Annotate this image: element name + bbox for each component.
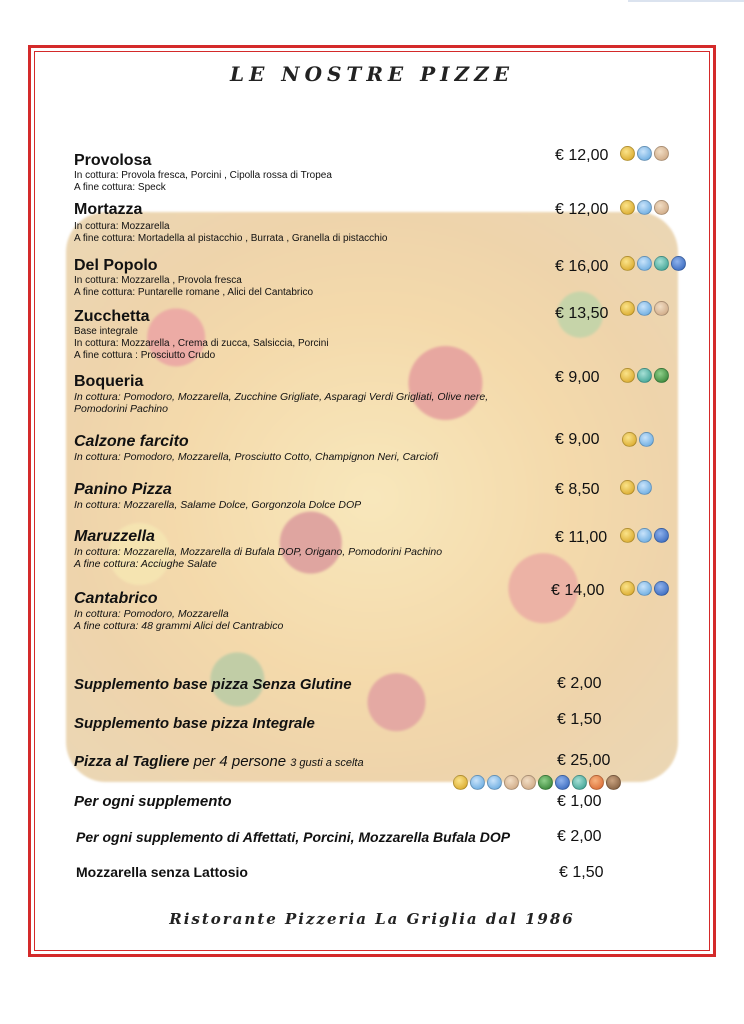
pizza-name: Provolosa — [74, 152, 152, 169]
pizza-desc-line: A fine cottura : Prosciutto Crudo — [74, 350, 216, 361]
supplement-lattosio: Mozzarella senza Lattosio — [76, 864, 248, 880]
ingredient-icons — [620, 256, 686, 271]
ingredient-icons — [620, 146, 669, 161]
pizza-price: € 11,00 — [555, 529, 608, 546]
supplement-price: € 2,00 — [557, 675, 602, 692]
menu-title: LE NOSTRE PIZZE — [230, 62, 514, 86]
lblue-ingredient-icon — [637, 581, 652, 596]
lblue-ingredient-icon — [637, 528, 652, 543]
gold-ingredient-icon — [620, 528, 635, 543]
gold-ingredient-icon — [620, 200, 635, 215]
brown-ingredient-icon — [606, 775, 621, 790]
supplement-gluten-free: Supplemento base pizza Senza Glutine — [74, 676, 352, 693]
beige-ingredient-icon — [654, 146, 669, 161]
gold-ingredient-icon — [620, 480, 635, 495]
green-ingredient-icon — [654, 368, 669, 383]
pizza-name: Maruzzella — [74, 528, 155, 545]
gold-ingredient-icon — [620, 368, 635, 383]
green-ingredient-icon — [538, 775, 553, 790]
tagliere-label: Pizza al Tagliere — [74, 753, 190, 770]
pizza-price: € 12,00 — [555, 147, 609, 164]
supplement-affettati: Per ogni supplemento di Affettati, Porcini, Mozzarella Bufala DOP — [76, 829, 511, 845]
supplement-price: € 25,00 — [557, 752, 611, 769]
pizza-item-provolosa — [74, 152, 332, 194]
pizza-price: € 13,50 — [555, 305, 609, 322]
pizza-name: Calzone farcito — [74, 433, 189, 450]
dblue-ingredient-icon — [654, 581, 669, 596]
pizza-desc-line: In cottura: Mozzarella — [74, 221, 170, 232]
orange-ingredient-icon — [589, 775, 604, 790]
ingredient-icons — [620, 480, 652, 495]
supplement-tagliere — [74, 753, 364, 770]
pizza-name: Boqueria — [74, 373, 144, 390]
pizza-desc-line: A fine cottura: Mortadella al pistacchio , Burrata , Granella di pistacchio — [74, 233, 388, 244]
supplement-price: € 1,50 — [557, 711, 602, 728]
lblue-ingredient-icon — [639, 432, 654, 447]
pizza-item-cantabrico — [74, 590, 283, 632]
beige-ingredient-icon — [654, 200, 669, 215]
gold-ingredient-icon — [453, 775, 468, 790]
pizza-desc-line: In cottura: Provola fresca, Porcini , Cipolla rossa di Tropea — [74, 170, 332, 181]
supplement-price: € 1,50 — [559, 864, 604, 881]
pizza-desc-line: In cottura: Mozzarella , Crema di zucca, Salsiccia, Porcini — [74, 338, 329, 349]
ingredient-icons — [620, 368, 669, 383]
pizza-item-calzone-farcito — [74, 433, 438, 463]
supplement-integrale: Supplemento base pizza Integrale — [74, 715, 315, 732]
pizza-desc-line: A fine cottura: Speck — [74, 182, 166, 193]
gold-ingredient-icon — [620, 301, 635, 316]
ingredient-icons — [620, 200, 669, 215]
teal-ingredient-icon — [572, 775, 587, 790]
pizza-name: Zucchetta — [74, 308, 150, 325]
beige-ingredient-icon — [654, 301, 669, 316]
pizza-price: € 8,50 — [555, 481, 600, 498]
pizza-desc-line: In cottura: Pomodoro, Mozzarella — [74, 608, 229, 620]
ingredient-icons — [620, 301, 669, 316]
pizza-item-boqueria — [74, 373, 488, 415]
beige-ingredient-icon — [504, 775, 519, 790]
pizza-item-del-popolo — [74, 257, 313, 299]
supplement-price: € 2,00 — [557, 828, 602, 845]
dblue-ingredient-icon — [654, 528, 669, 543]
pizza-name: Cantabrico — [74, 590, 158, 607]
pizza-desc-line: In cottura: Mozzarella, Salame Dolce, Gorgonzola Dolce DOP — [74, 499, 362, 511]
pizza-name: Mortazza — [74, 201, 143, 218]
pizza-price: € 16,00 — [555, 258, 609, 275]
pizza-desc-line: In cottura: Mozzarella , Provola fresca — [74, 275, 242, 286]
lblue-ingredient-icon — [637, 256, 652, 271]
gold-ingredient-icon — [620, 256, 635, 271]
pizza-item-maruzzella — [74, 528, 442, 570]
tagliere-label-rest: per 4 persone — [189, 753, 291, 770]
pizza-item-zucchetta — [74, 308, 329, 362]
lblue-ingredient-icon — [470, 775, 485, 790]
pizza-price: € 14,00 — [551, 582, 605, 599]
pizza-item-panino-pizza — [74, 481, 361, 511]
supplement-generic: Per ogni supplemento — [74, 793, 232, 810]
ingredient-icons — [620, 581, 669, 596]
pizza-desc-line: In cottura: Mozzarella, Mozzarella di Bufala DOP, Origano, Pomodorini Pachino — [74, 546, 443, 558]
gold-ingredient-icon — [620, 581, 635, 596]
pizza-price: € 9,00 — [555, 431, 600, 448]
pizza-name: Panino Pizza — [74, 481, 172, 498]
pizza-desc-line: A fine cottura: Acciughe Salate — [74, 558, 217, 570]
gold-ingredient-icon — [622, 432, 637, 447]
lblue-ingredient-icon — [637, 480, 652, 495]
teal-ingredient-icon — [637, 368, 652, 383]
restaurant-footer: Ristorante Pizzeria La Griglia dal 1986 — [169, 910, 575, 928]
pizza-item-mortazza — [74, 201, 388, 245]
beige-ingredient-icon — [521, 775, 536, 790]
lblue-ingredient-icon — [637, 301, 652, 316]
pizza-name: Del Popolo — [74, 257, 158, 274]
pizza-desc-line: Base integrale — [74, 326, 138, 337]
gold-ingredient-icon — [620, 146, 635, 161]
pizza-desc-line: A fine cottura: 48 grammi Alici del Cantrabico — [74, 620, 284, 632]
pizza-price: € 9,00 — [555, 369, 600, 386]
pizza-desc-line: In cottura: Pomodoro, Mozzarella, Zucchine Grigliate, Asparagi Verdi Grigliati, Olive nere, — [74, 391, 489, 403]
pizza-price: € 12,00 — [555, 201, 609, 218]
tagliere-ingredient-icons — [453, 775, 621, 790]
ingredient-icons — [622, 432, 654, 447]
top-edge-line — [628, 0, 744, 2]
lblue-ingredient-icon — [487, 775, 502, 790]
teal-ingredient-icon — [654, 256, 669, 271]
tagliere-note: 3 gusti a scelta — [290, 757, 364, 769]
dblue-ingredient-icon — [671, 256, 686, 271]
supplement-price: € 1,00 — [557, 793, 602, 810]
pizza-desc-line: In cottura: Pomodoro, Mozzarella, Prosciutto Cotto, Champignon Neri, Carciofi — [74, 451, 439, 463]
dblue-ingredient-icon — [555, 775, 570, 790]
ingredient-icons — [620, 528, 669, 543]
lblue-ingredient-icon — [637, 146, 652, 161]
pizza-desc-line: A fine cottura: Puntarelle romane , Alici del Cantabrico — [74, 287, 314, 298]
lblue-ingredient-icon — [637, 200, 652, 215]
pizza-desc-line: Pomodorini Pachino — [74, 403, 168, 415]
